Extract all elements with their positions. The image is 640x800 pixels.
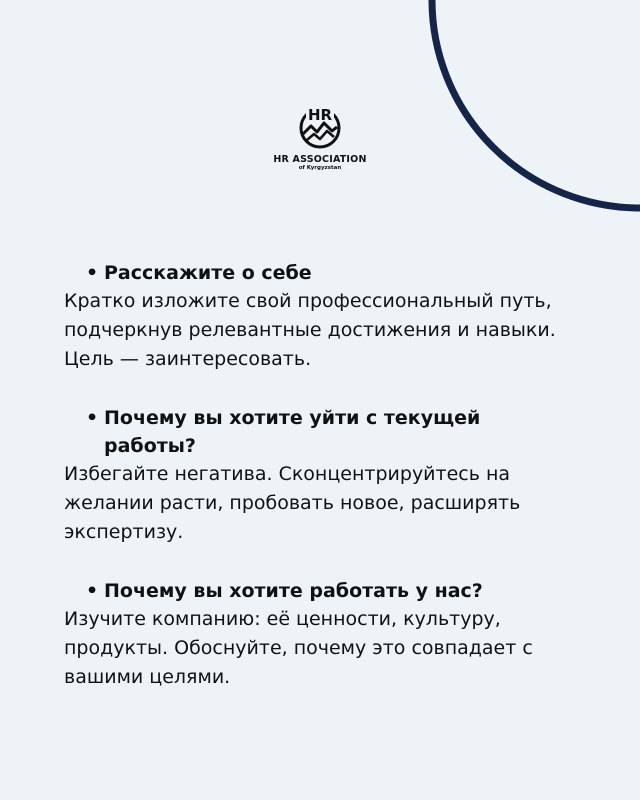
tip-heading [86, 259, 604, 287]
tip-heading-text: Расскажите о себе [104, 262, 312, 284]
tip-body: Избегайте негатива. Сконцентрируйтесь на желании расти, пробовать новое, расширять экспертизу. [64, 463, 521, 543]
logo [268, 104, 372, 171]
bullet-icon: • [86, 407, 99, 429]
tip-heading [86, 577, 604, 605]
tips-list [64, 259, 604, 722]
tip-heading-text: Почему вы хотите работать у нас? [104, 580, 483, 602]
tip-heading-text: Почему вы хотите уйти с текущей работы? [104, 407, 481, 457]
mountain-logo-icon [296, 104, 344, 150]
tip-section [64, 404, 604, 547]
logo-title: HR ASSOCIATION [273, 154, 367, 165]
tip-body: Изучите компанию: её ценности, культуру, продукты. Обоснуйте, почему это совпадает с вашими целями. [64, 608, 533, 688]
tip-heading [86, 404, 604, 460]
tip-body: Кратко изложите свой профессиональный путь, подчеркнув релевантные достижения и навыки. Цель — заинтересовать. [64, 290, 556, 370]
logo-subtitle: of Kyrgyzstan [298, 165, 342, 171]
logo-mark-letters: HR [307, 106, 333, 124]
bullet-icon: • [86, 262, 99, 284]
tip-section [64, 577, 604, 692]
tip-section [64, 259, 604, 374]
bullet-icon: • [86, 580, 99, 602]
